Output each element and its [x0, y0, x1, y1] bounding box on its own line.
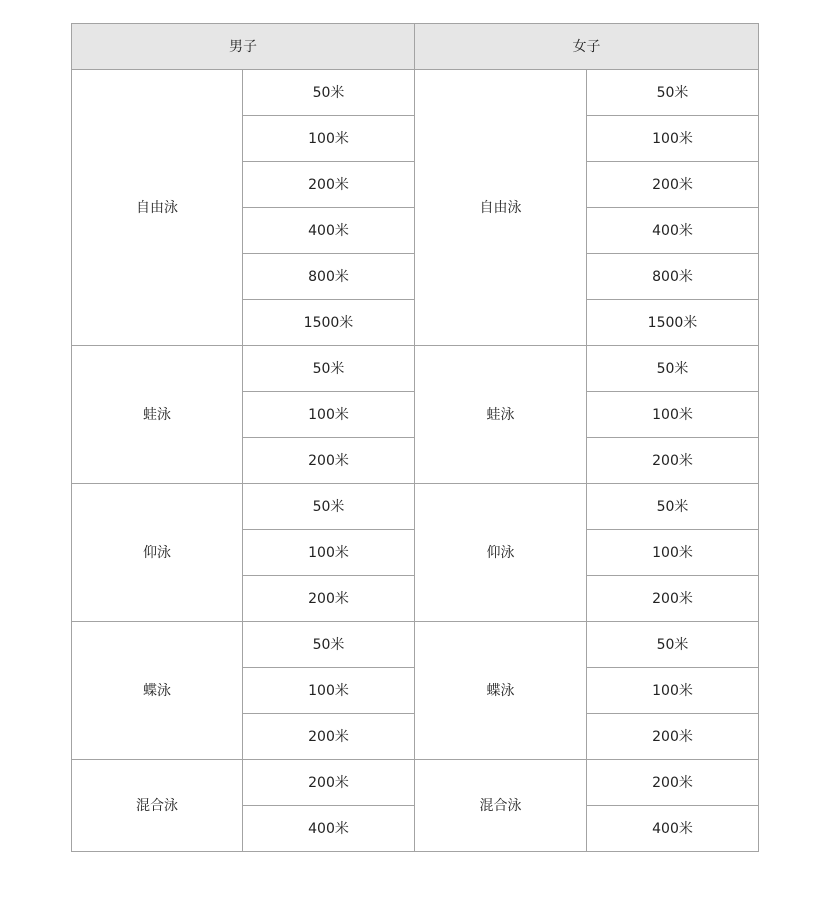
women-distance-cell: 200米 [587, 714, 759, 760]
men-distance-cell: 100米 [243, 392, 415, 438]
men-distance-cell: 100米 [243, 530, 415, 576]
men-distance-cell: 50米 [243, 484, 415, 530]
men-distance-cell: 800米 [243, 254, 415, 300]
men-distance-cell: 50米 [243, 346, 415, 392]
men-stroke-cell: 自由泳 [72, 70, 243, 346]
men-distance-cell: 50米 [243, 70, 415, 116]
table-row [72, 760, 759, 806]
men-distance-cell: 200米 [243, 162, 415, 208]
men-stroke-cell: 混合泳 [72, 760, 243, 852]
men-distance-cell: 400米 [243, 208, 415, 254]
men-stroke-cell: 蛙泳 [72, 346, 243, 484]
men-distance-cell: 50米 [243, 622, 415, 668]
women-stroke-cell: 蛙泳 [415, 346, 587, 484]
women-distance-cell: 50米 [587, 622, 759, 668]
women-distance-cell: 400米 [587, 806, 759, 852]
table-body [72, 70, 759, 852]
women-distance-cell: 100米 [587, 392, 759, 438]
table-row [72, 622, 759, 668]
women-header: 女子 [415, 24, 759, 70]
women-stroke-cell: 混合泳 [415, 760, 587, 852]
women-distance-cell: 100米 [587, 668, 759, 714]
women-distance-cell: 50米 [587, 484, 759, 530]
women-distance-cell: 800米 [587, 254, 759, 300]
swimming-events-table [71, 23, 759, 852]
women-distance-cell: 200米 [587, 760, 759, 806]
men-distance-cell: 100米 [243, 668, 415, 714]
header-row [72, 24, 759, 70]
men-stroke-cell: 仰泳 [72, 484, 243, 622]
men-distance-cell: 200米 [243, 760, 415, 806]
table-row [72, 346, 759, 392]
women-distance-cell: 50米 [587, 346, 759, 392]
table-row [72, 70, 759, 116]
women-stroke-cell: 蝶泳 [415, 622, 587, 760]
men-distance-cell: 200米 [243, 714, 415, 760]
men-distance-cell: 200米 [243, 438, 415, 484]
women-stroke-cell: 自由泳 [415, 70, 587, 346]
women-distance-cell: 100米 [587, 530, 759, 576]
men-header: 男子 [72, 24, 415, 70]
women-distance-cell: 400米 [587, 208, 759, 254]
men-distance-cell: 200米 [243, 576, 415, 622]
men-distance-cell: 1500米 [243, 300, 415, 346]
men-stroke-cell: 蝶泳 [72, 622, 243, 760]
women-distance-cell: 200米 [587, 162, 759, 208]
women-distance-cell: 100米 [587, 116, 759, 162]
men-distance-cell: 400米 [243, 806, 415, 852]
women-distance-cell: 50米 [587, 70, 759, 116]
women-distance-cell: 200米 [587, 576, 759, 622]
women-stroke-cell: 仰泳 [415, 484, 587, 622]
men-distance-cell: 100米 [243, 116, 415, 162]
women-distance-cell: 1500米 [587, 300, 759, 346]
women-distance-cell: 200米 [587, 438, 759, 484]
table-header [72, 24, 759, 70]
table-row [72, 484, 759, 530]
